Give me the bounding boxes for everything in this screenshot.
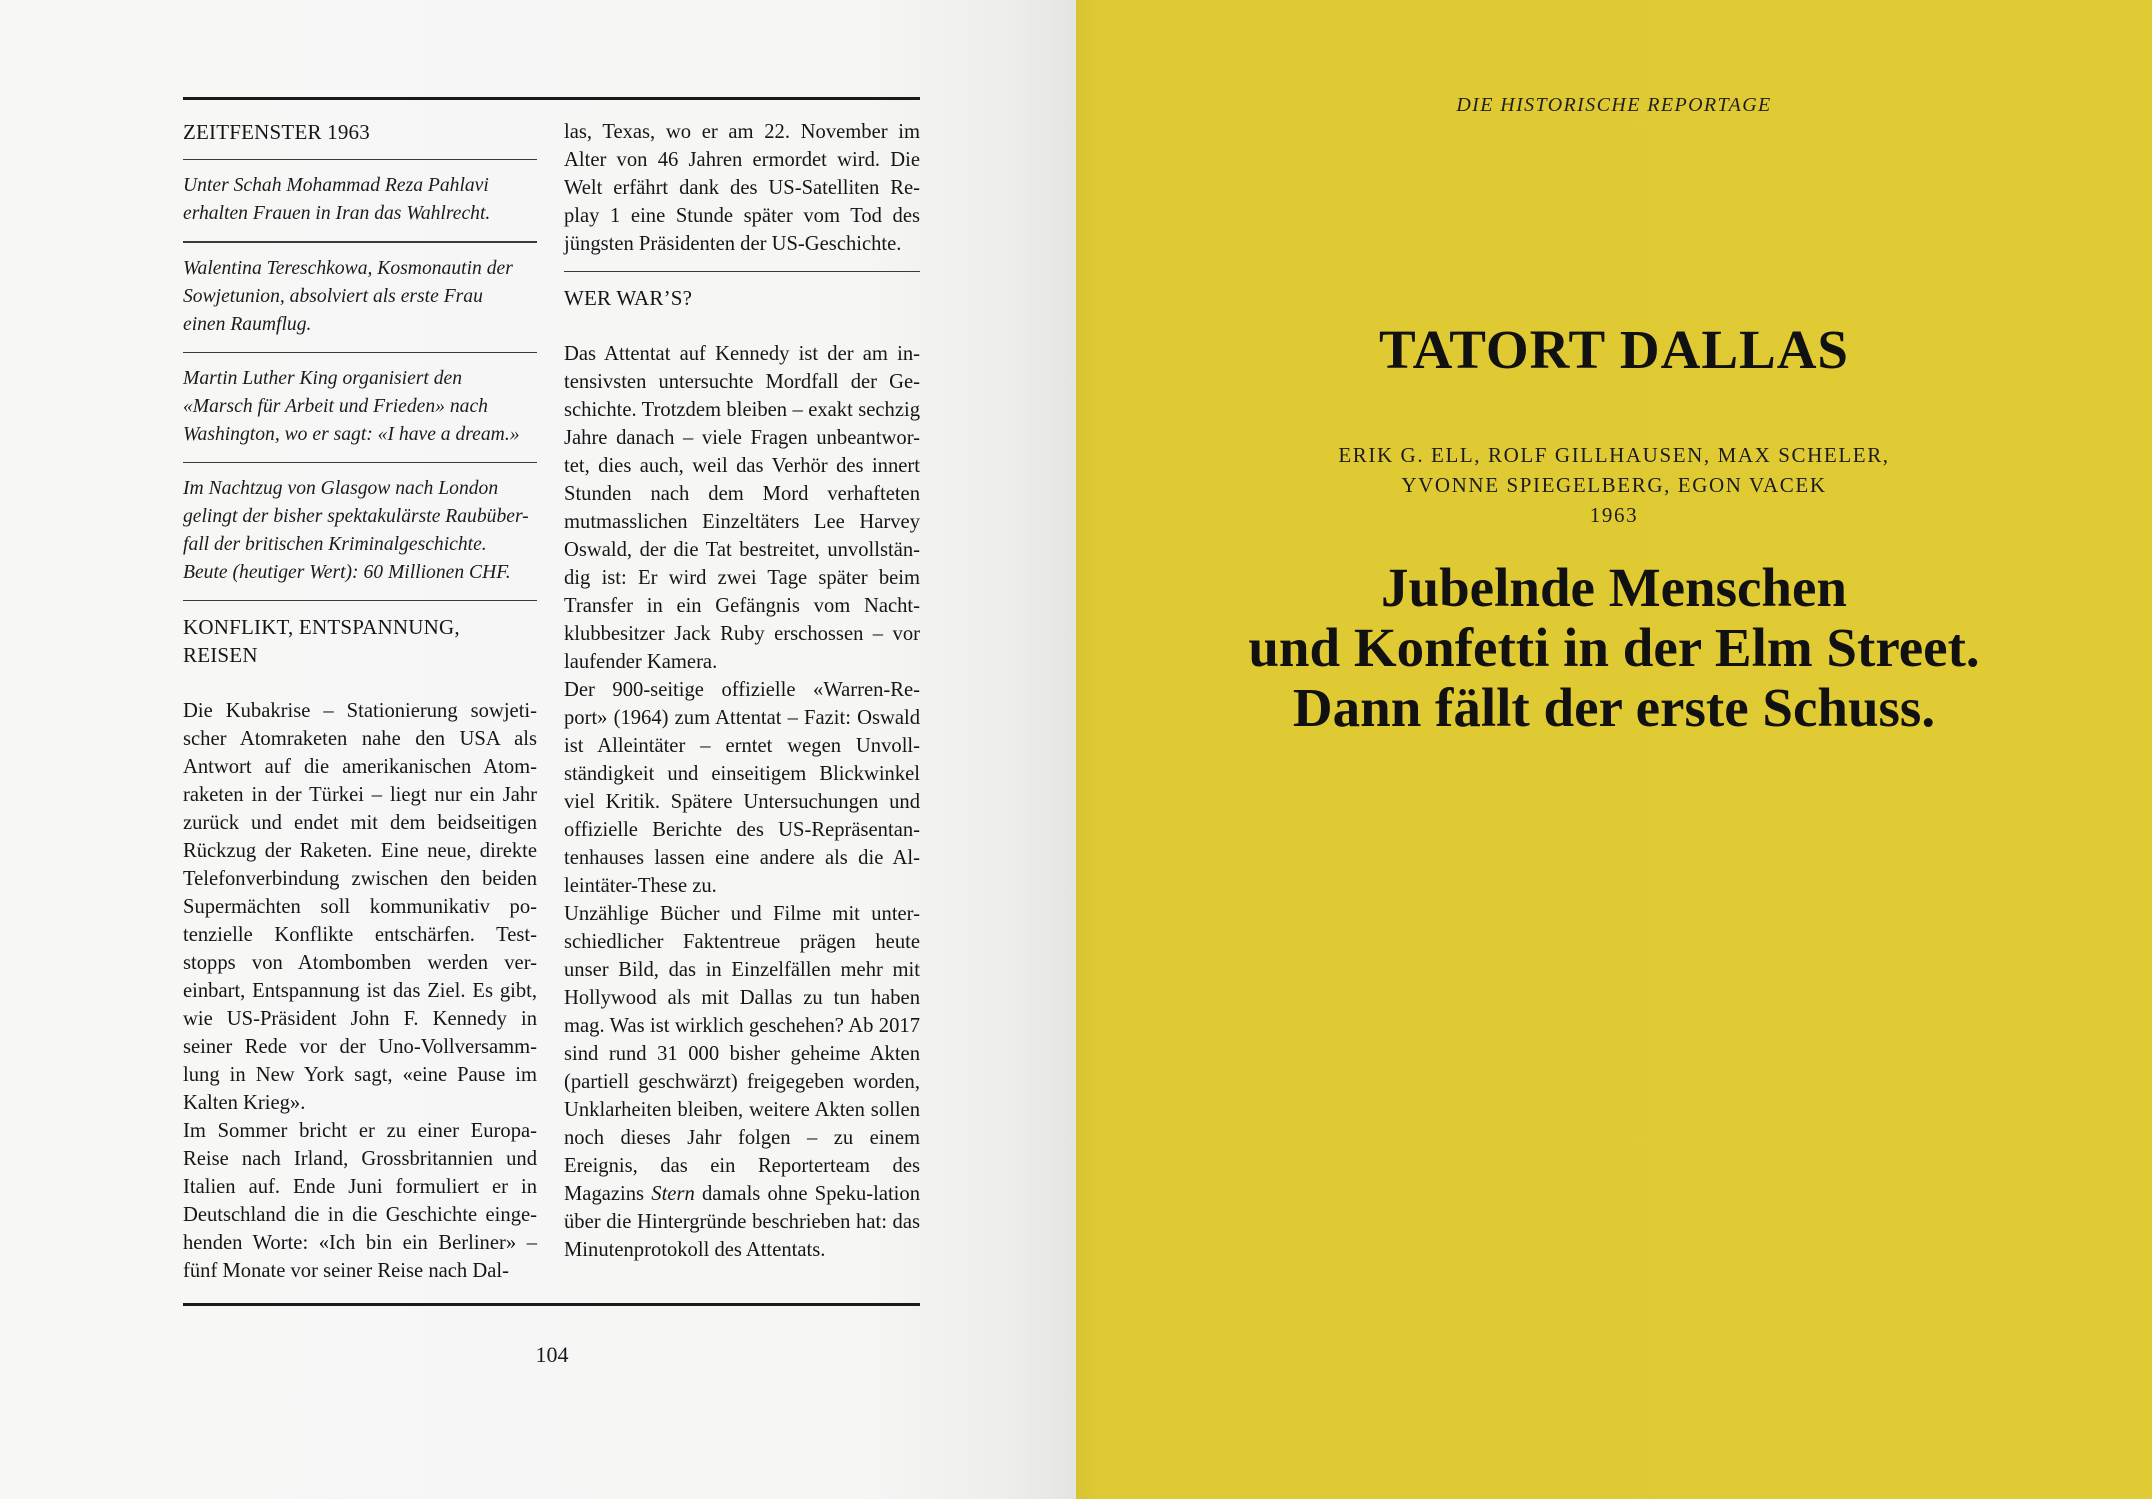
paragraph: Das Attentat auf Kennedy ist der am in-tensivsten untersuchte Mordfall der Ge-schichte. Trotzdem bleiben – exakt sechzig Jahre danach – viele Fragen unbeantwor-tet, dies auch, weil das Verhör des innert Stunden nach dem Mord verhafteten mutmasslichen Einzeltäters Lee Harvey Oswald, der die Tat bestreitet, unvollstän-dig ist: Er wird zwei Tage später beim Transfer in ein Gefängnis vom Nacht-klubbesitzer Jack Ruby erschossen – vor laufender Kamera. bbox=[564, 343, 920, 674]
paragraph: las, Texas, wo er am 22. November im Alter von 46 Jahren ermordet wird. Die Welt erfährt dank des US-Satelliten Re-play 1 eine Stunde später vom Tod des jüngsten Präsidenten der US-Geschichte. bbox=[564, 121, 920, 255]
authors-block bbox=[1076, 440, 2152, 530]
divider bbox=[564, 271, 920, 272]
divider bbox=[183, 159, 537, 160]
divider bbox=[183, 352, 537, 353]
timeline-item: Unter Schah Mohammad Reza Pahlavi erhalten Frauen in Iran das Wahlrecht. bbox=[183, 175, 491, 225]
timeline-item: Walentina Tereschkowa, Kosmonautin der Sowjetunion, absolviert als erste Frau einen Raumflug. bbox=[183, 257, 513, 335]
year: 1963 bbox=[1589, 503, 1639, 527]
timeline-item: Im Nachtzug von Glasgow nach London gelingt der bisher spektakulärste Raubüber- fall der britischen Kriminalgeschichte. Beute (heutiger Wert): 60 Millionen CHF. bbox=[183, 478, 529, 584]
timeline-item: Martin Luther King organisiert den «Marsch für Arbeit und Frieden» nach Washington, wo er sagt: «I have a dream.» bbox=[183, 367, 520, 445]
authors-line: ERIK G. ELL, ROLF GILLHAUSEN, MAX SCHELER, bbox=[1338, 443, 1890, 467]
right-column bbox=[564, 118, 920, 1264]
section-kicker: DIE HISTORISCHE REPORTAGE bbox=[1456, 94, 1772, 116]
top-rule bbox=[183, 97, 920, 100]
paragraph: Im Sommer bricht er zu einer Europa-Reise nach Irland, Grossbritannien und Italien auf. Ende Juni formuliert er in Deutschland die in die Geschichte einge-henden Worte: «Ich bin ein Berliner» – fünf Monate vor seiner Reise nach Dal- bbox=[183, 1120, 537, 1283]
divider bbox=[183, 241, 537, 242]
konflikt-body bbox=[183, 697, 537, 1285]
right-page bbox=[1076, 0, 2152, 1499]
konflikt-heading: KONFLIKT, ENTSPANNUNG, REISEN bbox=[183, 615, 460, 668]
zeitfenster-heading: ZEITFENSTER 1963 bbox=[183, 120, 370, 144]
wer-wars-heading: WER WAR’S? bbox=[564, 286, 693, 311]
authors-line: YVONNE SPIEGELBERG, EGON VACEK bbox=[1401, 473, 1827, 497]
article-subtitle: Jubelnde Menschen und Konfetti in der Elm Street. Dann fällt der erste Schuss. bbox=[1248, 557, 1980, 738]
paragraph: Die Kubakrise – Stationierung sowjeti-scher Atomraketen nahe den USA als Antwort auf die amerikanischen Atom-raketen in der Türkei – liegt nur ein Jahr zurück und endet mit dem beidseitigen Rückzug der Raketen. Eine neue, direkte Telefonverbindung zwischen den beiden Supermächten soll kommunikativ po-tenzielle Konflikte entschärfen. Test-stopps von Atombomben werden ver-einbart, Entspannung ist das Ziel. Es gibt, wie US-Präsident John F. Kennedy in seiner Rede vor der Uno-Vollversamm-lung in New York sagt, «eine Pause im Kalten Krieg». bbox=[183, 700, 537, 1115]
paragraph: Der 900-seitige offizielle «Warren-Re-port» (1964) zum Attentat – Fazit: Oswald ist Alleintäter – erntet wegen Unvoll-ständigkeit und einseitigem Blickwinkel viel Kritik. Spätere Untersuchungen und offizielle Berichte des US-Repräsentan-tenhauses lassen eine andere als die Al-leintäter-These zu. bbox=[564, 679, 920, 898]
left-column bbox=[183, 118, 537, 1285]
page-number: 104 bbox=[535, 1342, 569, 1367]
magazine-name: Stern bbox=[651, 1183, 695, 1206]
wer-wars-body bbox=[564, 340, 920, 1264]
divider bbox=[183, 462, 537, 463]
bottom-rule bbox=[183, 1303, 920, 1306]
continuation-text bbox=[564, 118, 920, 258]
divider bbox=[183, 600, 537, 601]
paragraph: Unzählige Bücher und Filme mit unter-schiedlicher Faktentreue prägen heute unser Bild, das in Einzelfällen mehr mit Hollywood als mit Dallas zu tun haben mag. Was ist wirklich geschehen? Ab 2017 sind rund 31 000 bisher geheime Akten (partiell geschwärzt) freigegeben worden, Unklarheiten bleiben, weitere Akten sollen noch dieses Jahr folgen – zu einem Ereignis, das ein Reporterteam des Magazins Stern damals ohne Speku-lation über die Hintergründe beschrieben hat: das Minutenprotokoll des Attentats. bbox=[564, 903, 920, 1262]
article-title: TATORT DALLAS bbox=[1378, 319, 1850, 380]
